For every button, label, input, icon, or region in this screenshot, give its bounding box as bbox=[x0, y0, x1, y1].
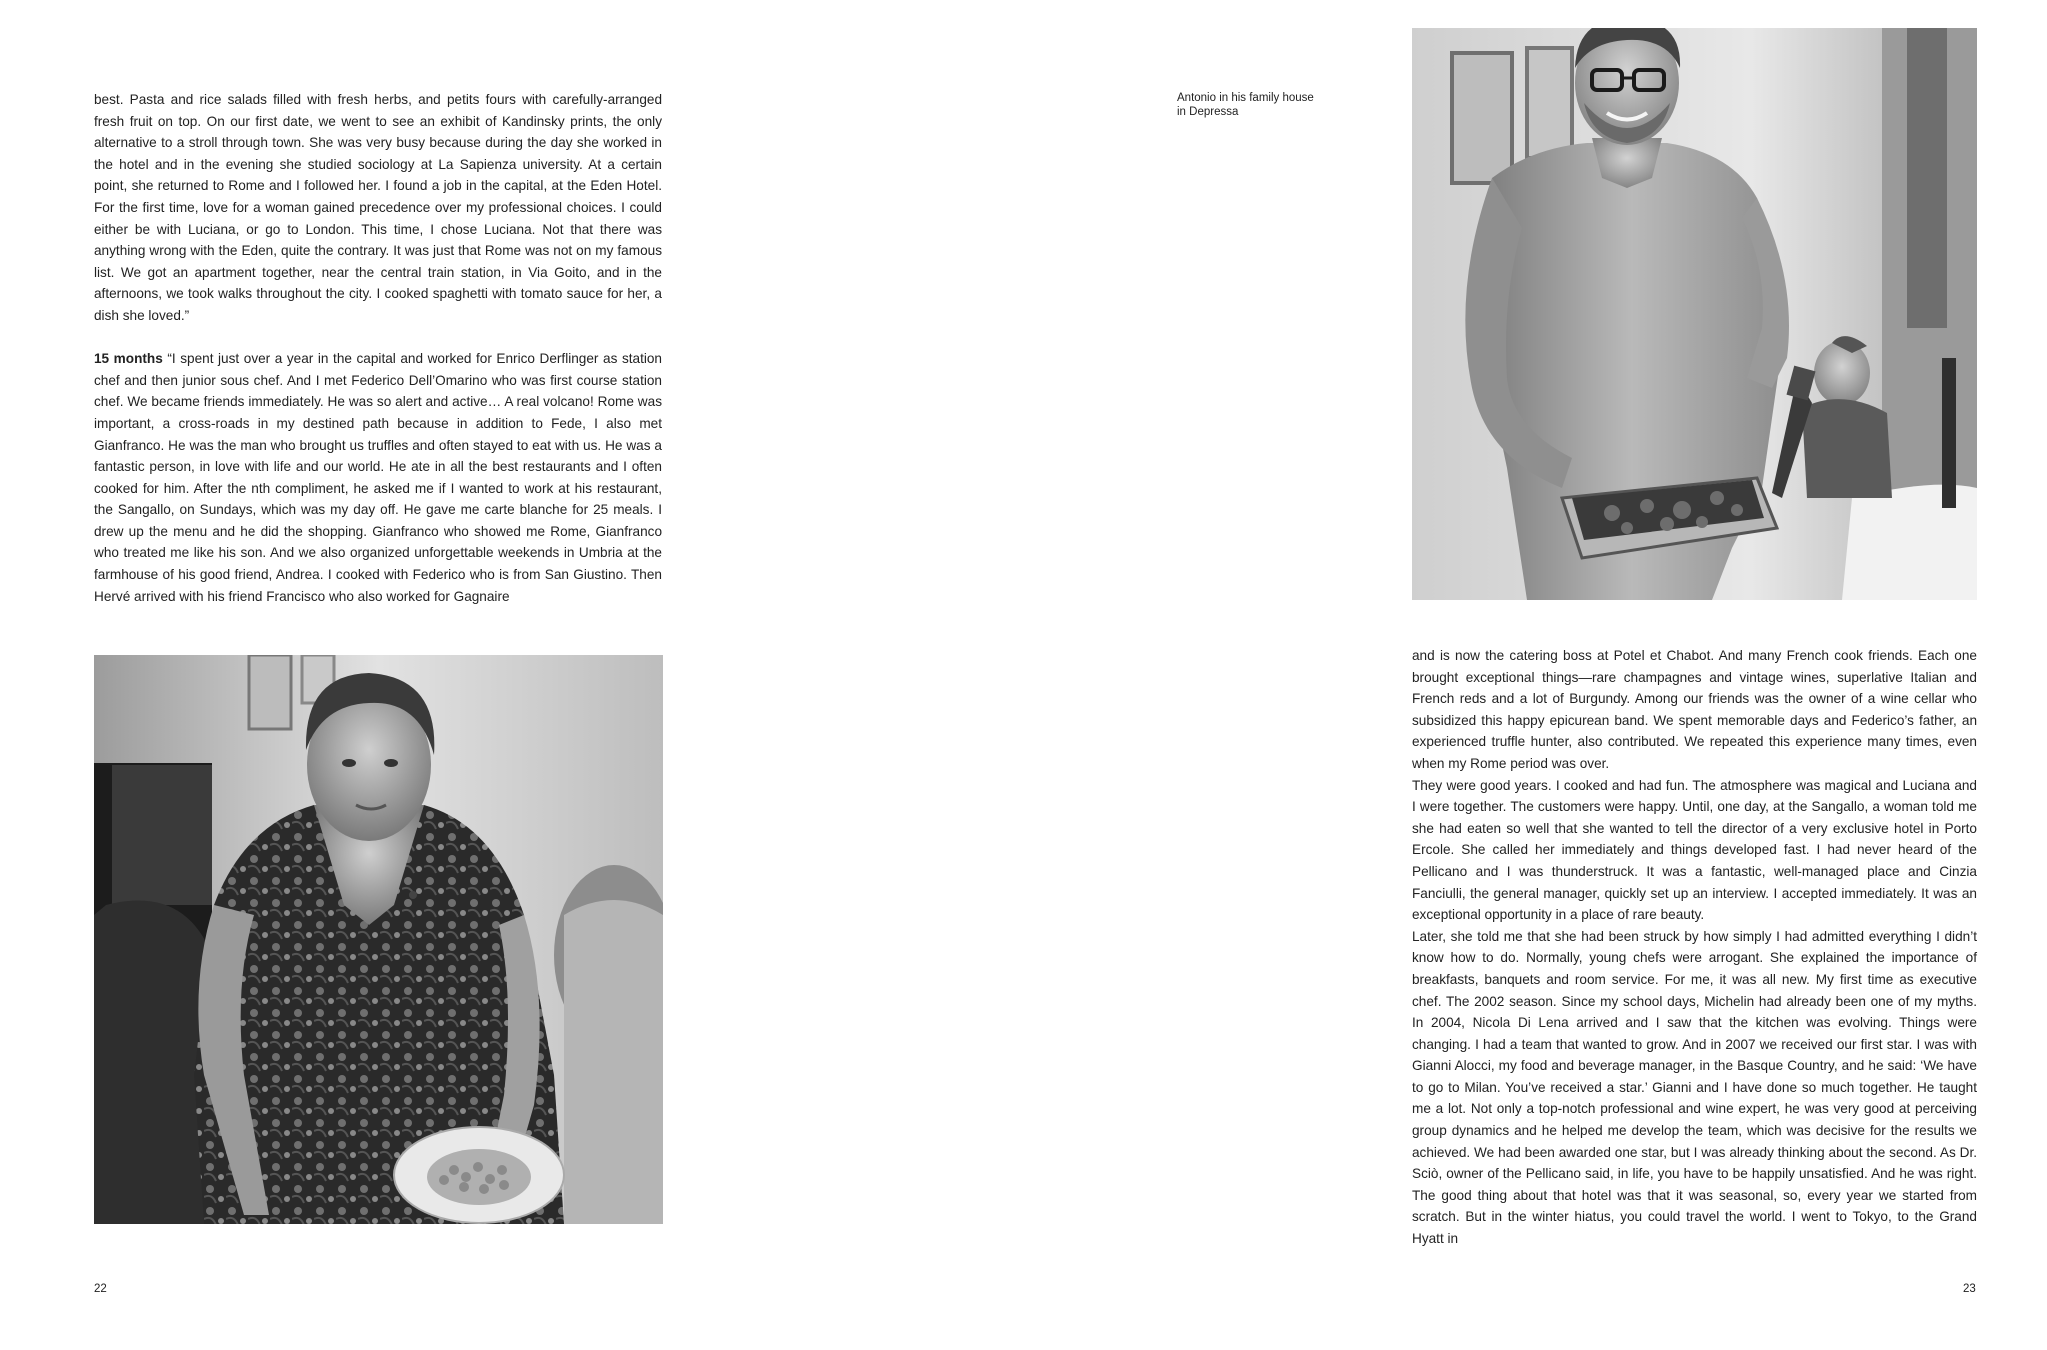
paragraph: Later, she told me that she had been struck by how simply I had admitted everything I didn’t know how to do. Normally, young chefs were arrogant. She explained the importance of breakfasts, banquets and room service. For me, it was all new. My first time as executive chef. The 2002 season. Since my school days, Michelin had already been one of my myths. In 2004, Nicola Di Lena arrived and I saw that the kitchen was evolving. Things were changing. I had a team that wanted to grow. And in 2007 we received our first star. I was with Gianni Alocci, my food and beverage manager, in the Basque Country, and he said: ‘We have to go to Milan. You’ve received a star.’ Gianni and I have done so much together. He taught me a lot. Not only a top-notch professional and wine expert, he was very good at perceiving group dynamics and he helped me develop the team, which was decisive for the results we achieved. We had been awarded one star, but I was already thinking about the second. As Dr. Sciò, owner of the Pellicano said, in life, you have to be happily unsatisfied. And he was right. The good thing about that hotel was that it was seasonal, so, every year we started from scratch. But in the winter hiatus, you could travel the world. I went to Tokyo, to the Grand Hyatt in bbox=[1412, 928, 1977, 1247]
page-number-left: 22 bbox=[94, 1283, 107, 1295]
photo-woman-image bbox=[94, 655, 663, 1224]
photo-antonio-with-pan bbox=[1412, 28, 1977, 600]
section-lead: 15 months bbox=[94, 351, 163, 367]
paragraph-text: best. Pasta and rice salads filled with fresh herbs, and petits fours with carefully-arranged fresh fruit on top. On our first date, we went to see an exhibit of Kandinsky prints, the only alternative to a stroll through town. She was very busy because during the day she worked in the hotel and in the evening she studied sociology at La Sapienza university. At a certain point, she returned to Rome and I followed her. I found a job in the capital, at the Eden Hotel. For the first time, love for a woman gained precedence over my professional choices. I could either be with Luciana, or go to London. This time, I chose Luciana. Not that there was anything wrong with the Eden, quite the contrary. It was just that Rome was not on my famous list. We got an apartment together, near the central train station, in Via Goito, and in the afternoons, we took walks throughout the city. I cooked spaghetti with tomato sauce for her, a dish she loved.” bbox=[94, 92, 662, 323]
caption-line: Antonio in his family house bbox=[1177, 92, 1314, 104]
right-page-body-text bbox=[1412, 645, 1977, 1250]
caption-line: in Depressa bbox=[1177, 106, 1239, 118]
paragraph: and is now the catering boss at Potel et Chabot. And many French cook friends. Each one brought exceptional things—rare champagnes and vintage wines, superlative Italian and French reds and a lot of Burgundy. Among our friends was the owner of a wine cellar who subsidized this happy epicurean band. We spent memorable days and Federico’s father, an experienced truffle hunter, also contributed. We repeated this experience many times, even when my Rome period was over. bbox=[1412, 648, 1977, 771]
paragraph bbox=[94, 89, 662, 327]
page-number-right: 23 bbox=[1963, 1283, 1976, 1295]
photo-caption bbox=[1177, 91, 1347, 119]
photo-woman-with-plate bbox=[94, 655, 663, 1224]
paragraph bbox=[94, 348, 662, 607]
photo-antonio-image bbox=[1412, 28, 1977, 600]
paragraph: They were good years. I cooked and had fun. The atmosphere was magical and Luciana and I were together. The customers were happy. Until, one day, at the Sangallo, a woman told me she had eaten so well that she wanted to tell the director of a very exclusive hotel in Porto Ercole. She called her immediately and things developed fast. I had never heard of the Pellicano and I was thunderstruck. It was a fantastic, well-managed place and Cinzia Fanciulli, the general manager, quickly set up an interview. I accepted immediately. It was an exceptional opportunity in a place of rare beauty. bbox=[1412, 777, 1977, 923]
left-page-body-text bbox=[94, 89, 662, 607]
paragraph-text: “I spent just over a year in the capital and worked for Enrico Derflinger as station chef and then junior sous chef. And I met Federico Dell’Omarino who was first course station chef. We became friends immediately. He was so alert and active… A real volcano! Rome was important, a cross-roads in my destined path because in addition to Fede, I also met Gianfranco. He was the man who brought us truffles and often stayed to eat with us. He was a fantastic person, in love with life and our world. He ate in all the best restaurants and I often cooked for him. After the nth compliment, he asked me if I wanted to work at his restaurant, the Sangallo, on Sundays, which was my day off. He gave me carte blanche for 25 meals. I drew up the menu and he did the shopping. Gianfranco who showed me Rome, Gianfranco who treated me like his son. And we also organized unforgettable weekends in Umbria at the farmhouse of his good friend, Andrea. I cooked with Federico who is from San Giustino. Then Hervé arrived with his friend Francisco who also worked for Gagnaire bbox=[94, 351, 662, 604]
